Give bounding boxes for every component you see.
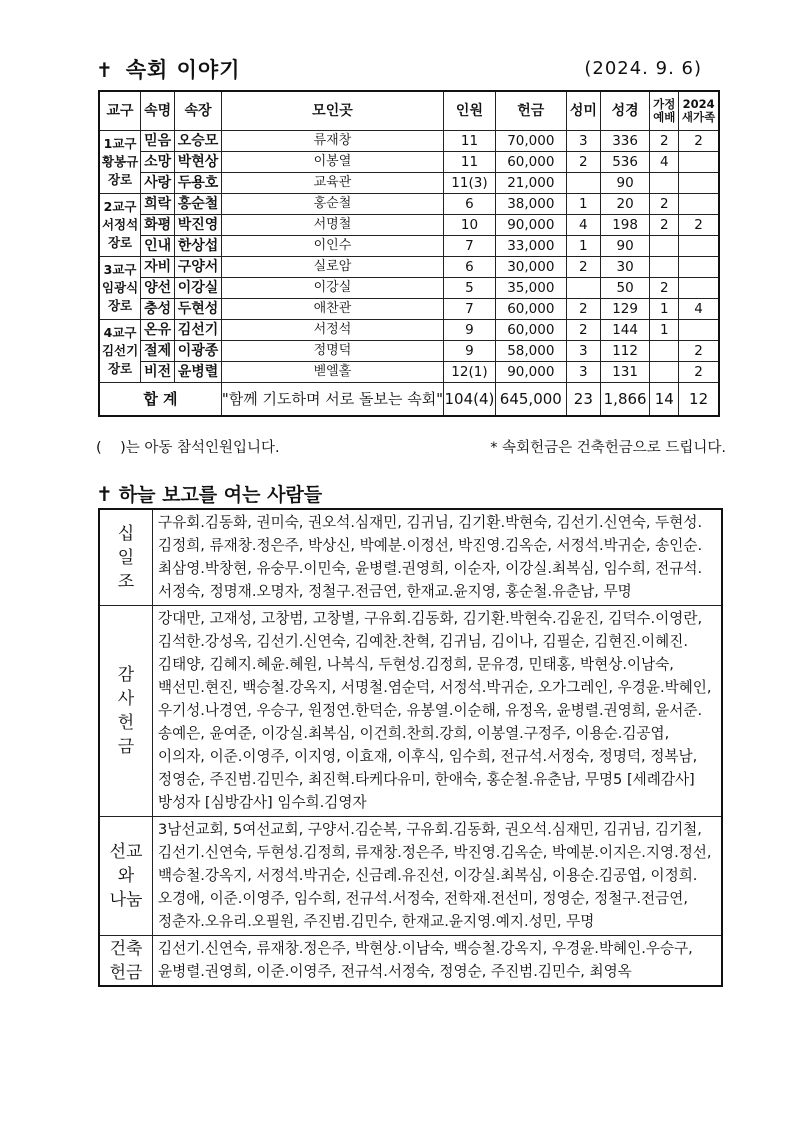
child-note: ( )는 아동 참석인원입니다. [96, 440, 280, 456]
cell-leader: 오승모 [175, 131, 222, 152]
cell-offering: 58,000 [495, 341, 566, 362]
cell-newfam: 2 [679, 215, 719, 236]
offering-names-table [98, 508, 723, 987]
cell-rice: 1 [566, 236, 600, 257]
cell-newfam [679, 152, 719, 173]
cell-offering: 90,000 [495, 362, 566, 383]
column-header: 성경 [600, 91, 649, 131]
total-offering: 645,000 [495, 383, 566, 417]
column-header: 인원 [444, 91, 496, 131]
offering-note: * 속회헌금은 건축헌금으로 드립니다. [490, 440, 726, 456]
cell-newfam [679, 236, 719, 257]
cell-leader: 윤병렬 [175, 362, 222, 383]
cell-name: 자비 [141, 257, 175, 278]
total-row [99, 383, 719, 417]
cell-leader: 한상섭 [175, 236, 222, 257]
cell-place: 홍순철 [221, 194, 443, 215]
cell-bible: 30 [600, 257, 649, 278]
category-label: 선교 와 나눔 [99, 817, 153, 936]
table-row [99, 320, 719, 341]
cell-offering: 70,000 [495, 131, 566, 152]
cell-place: 벧엘홀 [221, 362, 443, 383]
cell-people: 6 [444, 257, 496, 278]
names-row [99, 817, 722, 936]
cell-newfam: 2 [679, 362, 719, 383]
cell-worship [650, 341, 679, 362]
total-label: 합 계 [99, 383, 221, 417]
category-label: 감 사 헌 금 [99, 606, 153, 817]
cell-place: 류재창 [221, 131, 443, 152]
cell-leader: 박진영 [175, 215, 222, 236]
cell-rice: 3 [566, 341, 600, 362]
cell-newfam [679, 173, 719, 194]
names-row [99, 936, 722, 987]
category-label: 십 일 조 [99, 509, 153, 606]
cell-offering: 60,000 [495, 299, 566, 320]
district-label: 1교구 황봉규 장로 [99, 131, 141, 194]
cell-leader: 두용호 [175, 173, 222, 194]
cell-offering: 60,000 [495, 320, 566, 341]
cell-bible: 90 [600, 236, 649, 257]
cell-bible: 536 [600, 152, 649, 173]
cell-rice [566, 278, 600, 299]
cell-offering: 90,000 [495, 215, 566, 236]
section-title: ✝ 하늘 보고를 여는 사람들 [96, 482, 323, 506]
cell-rice: 2 [566, 257, 600, 278]
cell-leader: 두현성 [175, 299, 222, 320]
cell-newfam: 4 [679, 299, 719, 320]
cell-worship [650, 257, 679, 278]
cell-worship: 2 [650, 278, 679, 299]
district-label: 2교구 서정석 장로 [99, 194, 141, 257]
table-row [99, 131, 719, 152]
cell-place: 교육관 [221, 173, 443, 194]
names-list: 구유회.김동화, 권미숙, 권오석.심재민, 김귀님, 김기환.박현숙, 김선기.신연숙, 두현성.김정희, 류재창.정은주, 박상신, 박예분.이정선, 박진영.김옥순, 서정석.박귀순, 송인순.최삼영.박창현, 유숭무.이민숙, 윤병렬.권영희, 이순자, 이강실.최복심, 임수희, 전규석.서정숙, 정명재.오명자, 정철구.전금연, 한재교.윤지영, 홍순철.유춘남, 무명 [153, 509, 723, 606]
cell-name: 희락 [141, 194, 175, 215]
cell-name: 사랑 [141, 173, 175, 194]
cell-place: 서명철 [221, 215, 443, 236]
cell-name: 화평 [141, 215, 175, 236]
cell-place: 이인수 [221, 236, 443, 257]
cell-bible: 90 [600, 173, 649, 194]
cell-bible: 144 [600, 320, 649, 341]
column-header: 성미 [566, 91, 600, 131]
cross-icon: ✝ [96, 482, 113, 506]
names-list: 강대만, 고재성, 고창범, 고창별, 구유회.김동화, 김기환.박현숙.김윤진, 김덕수.이영란, 김석한.강성옥, 김선기.신연숙, 김예찬.찬혁, 김귀님, 김이나, 김필순, 김현진.이혜진.김태양, 김혜지.혜윤.혜원, 나복식, 두현성.김정희, 문유경, 민태홍, 박현상.이남숙, 백선민.현진, 백승철.강옥지, 서명철.염순덕, 서정석.박귀순, 오가그레인, 우경윤.박혜인, 우기성.나경연, 우승구, 원정연.한덕순, 유봉열.이순해, 유정옥, 윤병렬.권영희, 윤서준.송예은, 윤여준, 이강실.최복심, 이건희.찬희.강희, 이봉열.구정주, 이용순.김공엽, 이의자, 이준.이영주, 이지영, 이효재, 이후식, 임수희, 전규석.서정숙, 정명덕, 정복남, 정영순, 주진범.김민수, 최진혁.타케다유미, 한애숙, 홍순철.유춘남, 무명5 [세례감사] 방성자 [심방감사] 임수희.김영자 [153, 606, 723, 817]
cell-bible: 336 [600, 131, 649, 152]
cell-people: 6 [444, 194, 496, 215]
cell-rice: 4 [566, 215, 600, 236]
cell-people: 11 [444, 131, 496, 152]
cell-leader: 김선기 [175, 320, 222, 341]
cell-meeting-table [98, 90, 720, 417]
cell-people: 5 [444, 278, 496, 299]
header [96, 54, 708, 86]
table-row [99, 236, 719, 257]
cell-people: 7 [444, 299, 496, 320]
table-row [99, 257, 719, 278]
cell-worship: 1 [650, 299, 679, 320]
cell-people: 9 [444, 341, 496, 362]
cell-people: 10 [444, 215, 496, 236]
report-date: (2024. 9. 6) [584, 58, 702, 79]
cell-newfam: 2 [679, 341, 719, 362]
cell-bible: 50 [600, 278, 649, 299]
cell-offering: 30,000 [495, 257, 566, 278]
cell-name: 소망 [141, 152, 175, 173]
column-header: 헌금 [495, 91, 566, 131]
table-row [99, 278, 719, 299]
cell-bible: 20 [600, 194, 649, 215]
notes [96, 436, 726, 460]
cell-bible: 112 [600, 341, 649, 362]
cell-offering: 35,000 [495, 278, 566, 299]
column-header: 2024 새가족 [679, 91, 719, 131]
cell-rice: 3 [566, 362, 600, 383]
cell-name: 비전 [141, 362, 175, 383]
cell-leader: 이광종 [175, 341, 222, 362]
column-header: 속명 [141, 91, 175, 131]
cell-worship: 2 [650, 194, 679, 215]
cell-people: 11(3) [444, 173, 496, 194]
cell-worship: 2 [650, 215, 679, 236]
cell-leader: 이강실 [175, 278, 222, 299]
district-label: 3교구 임광식 장로 [99, 257, 141, 320]
cell-worship [650, 173, 679, 194]
names-list: 김선기.신연숙, 류재창.정은주, 박현상.이남숙, 백승철.강옥지, 우경윤.박혜인.우승구, 윤병렬.권영희, 이준.이영주, 전규석.서정숙, 정영순, 주진범.김민수, 최영옥 [153, 936, 723, 987]
cell-people: 9 [444, 320, 496, 341]
total-rice: 23 [566, 383, 600, 417]
cell-name: 온유 [141, 320, 175, 341]
cell-rice: 2 [566, 299, 600, 320]
cell-newfam: 2 [679, 131, 719, 152]
column-header: 모인곳 [221, 91, 443, 131]
category-label: 건축 헌금 [99, 936, 153, 987]
cell-worship [650, 362, 679, 383]
cell-worship: 1 [650, 320, 679, 341]
table-row [99, 215, 719, 236]
cell-name: 절제 [141, 341, 175, 362]
cell-name: 인내 [141, 236, 175, 257]
cell-rice: 2 [566, 152, 600, 173]
column-header: 가정 예배 [650, 91, 679, 131]
cell-leader: 박현상 [175, 152, 222, 173]
total-worship: 14 [650, 383, 679, 417]
cell-name: 믿음 [141, 131, 175, 152]
table-header-row [99, 91, 719, 131]
cell-worship: 4 [650, 152, 679, 173]
cell-rice: 1 [566, 194, 600, 215]
table-row [99, 362, 719, 383]
cell-rice: 2 [566, 320, 600, 341]
cell-bible: 129 [600, 299, 649, 320]
table-row [99, 299, 719, 320]
cell-place: 이봉열 [221, 152, 443, 173]
cell-bible: 198 [600, 215, 649, 236]
cell-people: 11 [444, 152, 496, 173]
cell-newfam [679, 194, 719, 215]
cell-rice [566, 173, 600, 194]
cell-leader: 구양서 [175, 257, 222, 278]
cell-worship: 2 [650, 131, 679, 152]
title-text: 속회 이야기 [125, 58, 241, 82]
cell-offering: 38,000 [495, 194, 566, 215]
cell-place: 애찬관 [221, 299, 443, 320]
cell-offering: 21,000 [495, 173, 566, 194]
motto-text: "함께 기도하며 서로 돌보는 속회" [221, 383, 443, 417]
column-header: 속장 [175, 91, 222, 131]
cell-newfam [679, 257, 719, 278]
cell-newfam [679, 320, 719, 341]
table-row [99, 173, 719, 194]
table-row [99, 194, 719, 215]
cell-rice: 3 [566, 131, 600, 152]
cell-offering: 60,000 [495, 152, 566, 173]
cell-bible: 131 [600, 362, 649, 383]
cell-place: 정명덕 [221, 341, 443, 362]
cell-worship [650, 236, 679, 257]
cross-icon: ✝ [96, 58, 114, 82]
table-row [99, 341, 719, 362]
total-bible: 1,866 [600, 383, 649, 417]
column-header: 교구 [99, 91, 141, 131]
total-newfam: 12 [679, 383, 719, 417]
page-title [96, 54, 241, 84]
cell-name: 양선 [141, 278, 175, 299]
names-list: 3남선교회, 5여선교회, 구양서.김순복, 구유회.김동화, 권오석.심재민, 김귀님, 김기철, 김선기.신연숙, 두현성.김정희, 류재창.정은주, 박진영.김옥순, 박예분.이지은.지영.정선, 백승철.강옥지, 서정석.박귀순, 신금례.유진선, 이강실.최복심, 이용순.김공엽, 이정희.오경애, 이준.이영주, 임수희, 전규석.서정숙, 전학재.전선미, 정영순, 정철구.전금연, 정춘자.오유리.오필원, 주진범.김민수, 한재교.윤지영.예지.성민, 무명 [153, 817, 723, 936]
cell-people: 12(1) [444, 362, 496, 383]
cell-place: 이강실 [221, 278, 443, 299]
district-label: 4교구 김선기 장로 [99, 320, 141, 383]
total-people: 104(4) [444, 383, 496, 417]
cell-leader: 홍순철 [175, 194, 222, 215]
cell-name: 충성 [141, 299, 175, 320]
names-row [99, 509, 722, 606]
cell-place: 서정석 [221, 320, 443, 341]
cell-people: 7 [444, 236, 496, 257]
cell-newfam [679, 278, 719, 299]
cell-place: 실로암 [221, 257, 443, 278]
names-row [99, 606, 722, 817]
table-row [99, 152, 719, 173]
cell-offering: 33,000 [495, 236, 566, 257]
